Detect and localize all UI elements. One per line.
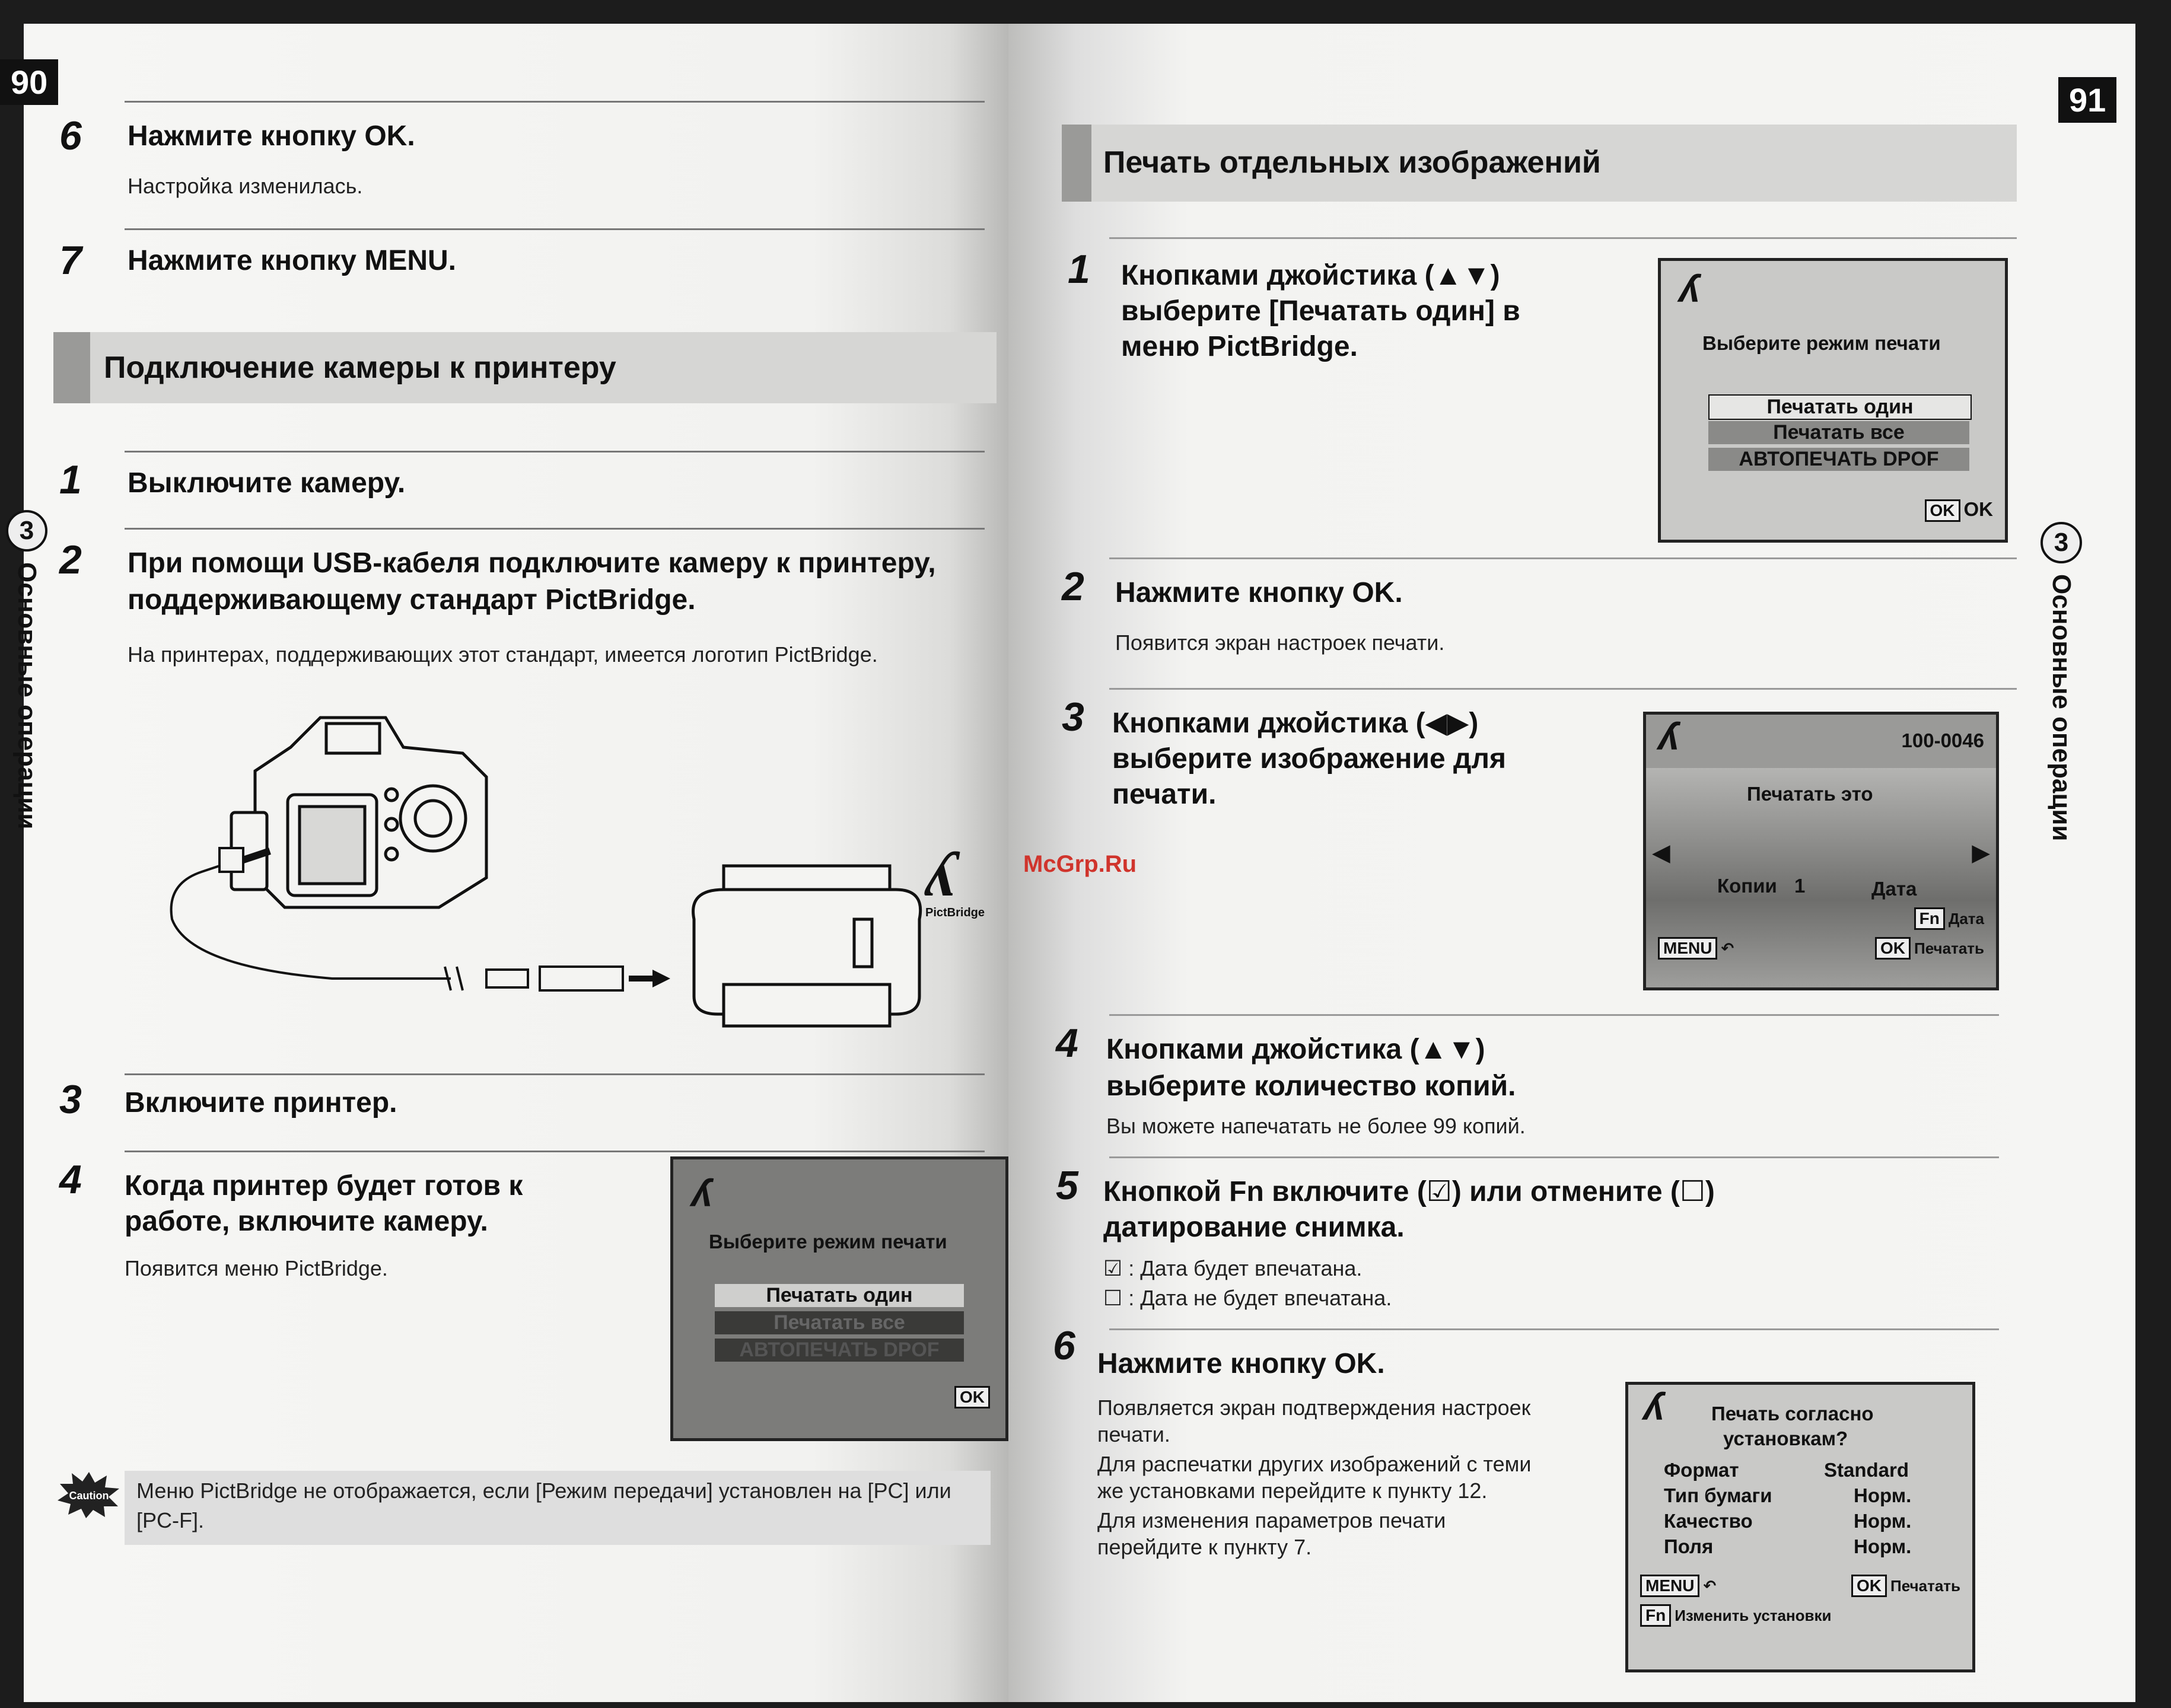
pictbridge-icon: ʎ [1679, 267, 1700, 310]
chapter-tab-left [0, 510, 53, 829]
step-title-line2: датирование снимка. [1103, 1212, 1405, 1243]
section-bar [1062, 125, 1091, 202]
step-text-line4: же установками перейдите к пункту 12. [1097, 1478, 1488, 1503]
step-text: Настройка изменилась. [128, 174, 363, 198]
fn-key-icon: Fn [1914, 907, 1945, 930]
menu-key-icon: MENU [1640, 1575, 1699, 1597]
option-date-off-text: : Дата не будет впечатана. [1128, 1286, 1392, 1310]
divider [1109, 1156, 1999, 1158]
step-title: Включите принтер. [125, 1087, 397, 1119]
page-number-right: 91 [2058, 77, 2116, 123]
lcd-screen-pictbridge-menu [670, 1156, 1008, 1441]
step-text-line1: Появляется экран подтверждения настроек [1097, 1395, 1531, 1420]
menu-item-dpof: АВТОПЕЧАТЬ DPOF [1708, 448, 1969, 471]
caution-text-line2: [PC-F]. [136, 1508, 204, 1532]
ok-key-icon: OK [1875, 937, 1911, 960]
setting-label: Качество [1664, 1510, 1753, 1532]
divider [125, 101, 985, 103]
step-title-line1: При помощи USB-кабеля подключите камеру к принтеру, [128, 547, 936, 579]
camera-drawing [231, 718, 486, 907]
step-number: 7 [59, 238, 82, 283]
pictbridge-icon: ʎ [691, 1172, 712, 1215]
ok-key-icon: OK [1851, 1575, 1887, 1597]
chapter-number: 3 [2041, 522, 2082, 563]
watermark: McGrp.Ru [1023, 851, 1137, 877]
menu-item-print-all: Печатать все [1708, 421, 1969, 444]
step-text: Вы можете напечатать не более 99 копий. [1106, 1114, 1526, 1138]
step-number: 4 [59, 1157, 82, 1202]
step-title-line1: Кнопками джойстика (◀▶) [1112, 708, 1479, 739]
camera-printer-illustration [154, 682, 985, 1050]
lcd-title: Печатать это [1747, 783, 1873, 805]
date-label: Дата [1871, 878, 1917, 900]
step-title-line3: печати. [1112, 779, 1217, 810]
step-number: 6 [1053, 1323, 1075, 1368]
step-number: 6 [59, 113, 82, 158]
step-number: 2 [1062, 564, 1084, 609]
ok-label: OK [1963, 498, 1993, 520]
divider [125, 1073, 985, 1075]
chapter-number: 3 [6, 510, 47, 552]
right-page [1008, 24, 2135, 1702]
fn-key-icon: Fn [1640, 1604, 1671, 1627]
divider [1109, 557, 2017, 559]
caution-label: Caution [69, 1490, 109, 1502]
left-page [11, 24, 1008, 1702]
step-title-line2: выберите количество копий. [1106, 1070, 1516, 1102]
pictbridge-icon: ʎ [1643, 1385, 1664, 1428]
menu-item-print-one: Печатать один [715, 1284, 964, 1307]
step-title-line1: Кнопкой Fn включите (☑) или отмените (☐) [1103, 1176, 1715, 1207]
page-number-left: 90 [0, 59, 58, 105]
fn-label: Дата [1948, 910, 1984, 928]
divider [1109, 237, 2017, 239]
setting-label: Поля [1664, 1535, 1714, 1557]
arrow-right-icon: ▶ [1972, 840, 1990, 866]
option-date-on-text: : Дата будет впечатана. [1128, 1256, 1363, 1280]
step-title-line1: Когда принтер будет готов к [125, 1170, 523, 1202]
caution-icon [56, 1471, 122, 1518]
menu-item-print-all: Печатать все [715, 1311, 964, 1334]
ok-label: Печатать [1890, 1577, 1960, 1595]
step-title: Нажмите кнопку OK. [1115, 577, 1403, 608]
arrow-left-icon: ◀ [1652, 840, 1670, 866]
step-text: Появится меню PictBridge. [125, 1256, 388, 1280]
setting-label: Формат [1664, 1459, 1739, 1481]
divider [125, 528, 985, 530]
back-icon: ↶ [1721, 939, 1734, 957]
ok-key-icon: OK [1925, 499, 1960, 522]
lcd-title: Выберите режим печати [1702, 332, 1941, 354]
menu-item-print-one: Печатать один [1708, 394, 1972, 420]
section-bar [53, 332, 90, 403]
step-number: 2 [59, 537, 82, 582]
step-title-line2: работе, включите камеру. [125, 1206, 488, 1237]
lcd-title-line2: установкам? [1723, 1427, 1848, 1449]
section-header [1062, 125, 2017, 202]
step-title-line2: поддерживающему стандарт PictBridge. [128, 584, 696, 616]
step-text-line5: Для изменения параметров печати [1097, 1508, 1446, 1532]
step-number: 4 [1056, 1021, 1078, 1066]
divider [125, 451, 985, 453]
setting-value: Standard [1824, 1459, 1909, 1481]
step-title-line1: Кнопками джойстика (▲▼) [1106, 1034, 1485, 1065]
lcd-screen-print-confirm [1625, 1382, 1975, 1672]
chapter-tab-right [2029, 522, 2094, 841]
back-icon: ↶ [1703, 1577, 1717, 1595]
lcd-title: Выберите режим печати [709, 1231, 947, 1253]
option-date-on [1103, 1254, 1362, 1283]
step-title-line2: выберите изображение для [1112, 743, 1506, 775]
caution-text-line1: Меню PictBridge не отображается, если [Режим передачи] установлен на [PC] или [136, 1478, 951, 1503]
checkbox-checked-icon: ☑ [1103, 1256, 1123, 1280]
lcd-title-line1: Печать согласно [1711, 1403, 1874, 1425]
step-title-line2: выберите [Печатать один] в [1121, 295, 1520, 327]
step-title: Нажмите кнопку OK. [128, 120, 415, 152]
step-title-line3: меню PictBridge. [1121, 331, 1358, 362]
menu-item-dpof: АВТОПЕЧАТЬ DPOF [715, 1339, 964, 1362]
pictbridge-icon: ʎ [1658, 715, 1679, 758]
step-title: Нажмите кнопку OK. [1097, 1348, 1385, 1379]
pictbridge-logo-caption: PictBridge [925, 906, 985, 919]
menu-key-icon: MENU [1658, 937, 1717, 960]
checkbox-empty-icon: ☐ [1103, 1286, 1123, 1310]
ok-label: Печатать [1914, 939, 1984, 957]
setting-label: Тип бумаги [1664, 1484, 1772, 1506]
chapter-title: Основные операции [12, 562, 42, 830]
step-number: 3 [59, 1077, 82, 1122]
step-number: 3 [1062, 694, 1084, 740]
step-title: Выключите камеру. [128, 467, 406, 499]
divider [125, 228, 985, 230]
step-text-line2: печати. [1097, 1422, 1170, 1446]
step-number: 1 [1068, 247, 1090, 292]
section-title: Печать отдельных изображений [1103, 145, 1601, 180]
lcd-screen-select-print-mode [1658, 258, 2008, 543]
step-title-line1: Кнопками джойстика (▲▼) [1121, 260, 1500, 291]
divider [125, 1151, 985, 1152]
file-number: 100-0046 [1901, 729, 1984, 751]
caution-note [125, 1471, 991, 1545]
divider [1109, 688, 2017, 690]
setting-value: Норм. [1854, 1484, 1912, 1506]
copies-label: Копии [1717, 875, 1777, 897]
step-text-line6: перейдите к пункту 7. [1097, 1535, 1312, 1559]
step-text: Появится экран настроек печати. [1115, 630, 1445, 655]
step-text-line3: Для распечатки других изображений с теми [1097, 1452, 1532, 1476]
copies-value: 1 [1794, 875, 1806, 897]
setting-value: Норм. [1854, 1535, 1912, 1557]
option-date-off [1103, 1284, 1392, 1312]
pictbridge-logo-icon: ʎ [925, 837, 954, 910]
ok-key-icon: OK [954, 1386, 990, 1409]
lcd-screen-select-image [1643, 712, 1999, 990]
step-text: На принтерах, поддерживающих этот стандарт, имеется логотип PictBridge. [128, 642, 878, 667]
chapter-title: Основные операции [2047, 574, 2076, 842]
fn-label: Изменить установки [1675, 1607, 1832, 1624]
printer-drawing [693, 866, 921, 1026]
setting-value: Норм. [1854, 1510, 1912, 1532]
section-header [53, 332, 997, 403]
divider [1109, 1014, 1999, 1016]
step-number: 1 [59, 457, 82, 502]
section-title: Подключение камеры к принтеру [104, 350, 616, 385]
divider [1109, 1328, 1999, 1330]
step-title: Нажмите кнопку MENU. [128, 245, 456, 276]
step-number: 5 [1056, 1163, 1078, 1208]
